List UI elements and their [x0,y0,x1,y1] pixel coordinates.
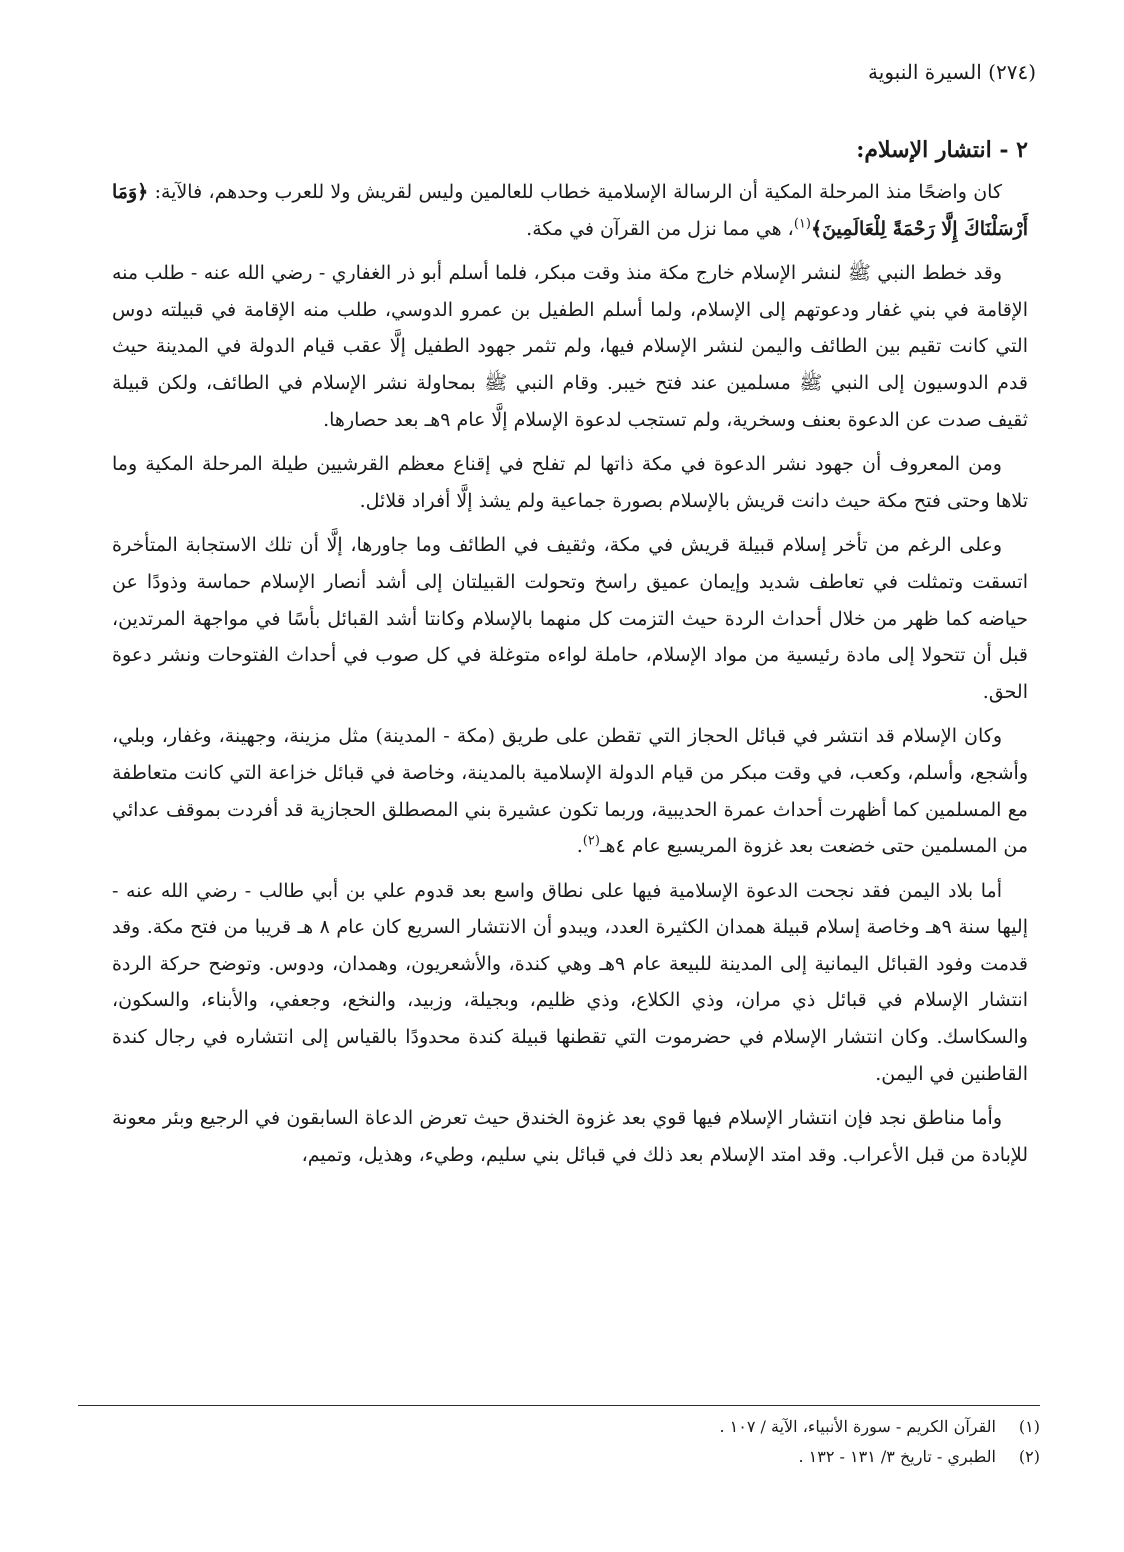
paragraph-1-intro: كان واضحًا منذ المرحلة المكية أن الرسالة الإسلامية خطاب للعالمين وليس لقريش ولا للعرب وحدهم، فالآية: [148,181,1002,203]
footnote-item [100,1412,1040,1442]
footnotes [100,1412,1040,1472]
footnote-ref-1[interactable]: (١) [793,216,811,232]
footnote-number: (١) [1018,1417,1040,1436]
paragraph-7: وأما مناطق نجد فإن انتشار الإسلام فيها قوي بعد غزوة الخندق حيث تعرض الدعاة السابقون في الرجيع وبئر معونة للإبادة من قبل الأعراب. وقد امتد الإسلام بعد ذلك في قبائل بني سليم، وطيء، وهذيل، وتميم، [112,1107,1028,1166]
footnote-number: (٢) [1018,1447,1040,1466]
footnote-divider [78,1405,1040,1406]
section-heading: ٢ - انتشار الإسلام: [856,137,1028,163]
paragraph-5 [112,718,1028,864]
paragraph-2: وقد خطط النبي ﷺ لنشر الإسلام خارج مكة منذ وقت مبكر، فلما أسلم أبو ذر الغفاري - رضي الله عنه - طلب منه الإقامة في بني غفار ودعوتهم إلى الإسلام، ولما أسلم الطفيل بن عمرو الدوسي، طلب منه الإقامة في قبيلته دوس التي كانت تقيم بين الطائف واليمن لنشر الإسلام فيها، ولم تثمر جهود الطفيل إلَّا عقب قيام الدولة في المدينة حيث قدم الدوسيون إلى النبي ﷺ مسلمين عند فتح خيبر. وقام النبي ﷺ بمحاولة نشر الإسلام في الطائف، ولكن قبيلة ثقيف صدت عن الدعوة بعنف وسخرية، ولم تستجب لدعوة الإسلام إلَّا عام ٩هـ بعد حصارها. [112,262,1028,431]
footnote-item [100,1442,1040,1472]
paragraph-3: ومن المعروف أن جهود نشر الدعوة في مكة ذاتها لم تفلح في إقناع معظم القرشيين طيلة المرحلة المكية وما تلاها وحتى فتح مكة حيث دانت قريش بالإسلام بصورة جماعية ولم يشذ إلَّا أفراد قلائل. [112,453,1028,512]
paragraph-1-end: ، هي مما نزل من القرآن في مكة. [526,217,794,240]
paragraph-6: أما بلاد اليمن فقد نجحت الدعوة الإسلامية فيها على نطاق واسع بعد قدوم علي بن أبي طالب - رضي الله عنه - إليها سنة ٩هـ وخاصة إسلام قبيلة همدان الكثيرة العدد، ويبدو أن الانتشار السريع كان عام ٨ هـ قريبا من فتح مكة. وقد قدمت وفود القبائل اليمانية إلى المدينة للبيعة عام ٩هـ وهي كندة، والأشعريون، وهمدان، ودوس. وتوضح حركة الردة انتشار الإسلام في قبائل ذي مران، وذي الكلاع، وذي ظليم، وبجيلة، وزبيد، والنخع، وجعفي، والأبناء، والسكون، والسكاسك. وكان انتشار الإسلام في حضرموت التي تقطنها قبيلة كندة محدودًا بالقياس إلى انتشاره في رجال كندة القاطنين في اليمن. [112,879,1028,1085]
footnote-text: القرآن الكريم - سورة الأنبياء، الآية / ١٠٧ . [719,1417,996,1436]
paragraph-1 [112,174,1028,247]
footnote-ref-2[interactable]: (٢) [582,833,600,849]
quran-verse: ﴿وَمَا أَرْسَلْنَاكَ إِلَّا رَحْمَةً لِلْعَالَمِينَ﴾ [112,181,1028,240]
running-header: (٢٧٤) السيرة النبوية [868,60,1036,84]
paragraph-5-text: وكان الإسلام قد انتشر في قبائل الحجاز التي تقطن على طريق (مكة - المدينة) مثل مزينة، وجهينة، وغفار، وبلي، وأشجع، وأسلم، وكعب، في وقت مبكر من قيام الدولة الإسلامية بالمدينة، وخاصة في قبائل خزاعة التي كانت متعاطفة مع المسلمين كما أظهرت أحداث عمرة الحديبية، وربما تكون عشيرة بني المصطلق الحجازية قد أفردت بموقف عدائي من المسلمين حتى خضعت بعد غزوة المريسيع عام ٤هـ [112,725,1028,858]
body-text [112,130,1028,1181]
footnote-text: الطبري - تاريخ ٣/ ١٣١ - ١٣٢ . [798,1447,996,1466]
paragraph-4: وعلى الرغم من تأخر إسلام قبيلة قريش في مكة، وثقيف في الطائف وما جاورها، إلَّا أن تلك الاستجابة المتأخرة اتسقت وتمثلت في تعاطف شديد وإيمان عميق راسخ وتحولت القبيلتان إلى أشد أنصار الإسلام حماسة وذودًا عن حياضه كما ظهر من خلال أحداث الردة حيث التزمت كل منهما بالإسلام وكانتا أشد القبائل بأسًا في مواجهة المرتدين، قبل أن تتحولا إلى مادة رئيسية من مواد الإسلام، حاملة لواءه متوغلة في كل صوب في أحداث الفتوحات ونشر دعوة الحق. [112,534,1028,703]
paragraph-5-end: . [576,835,583,858]
